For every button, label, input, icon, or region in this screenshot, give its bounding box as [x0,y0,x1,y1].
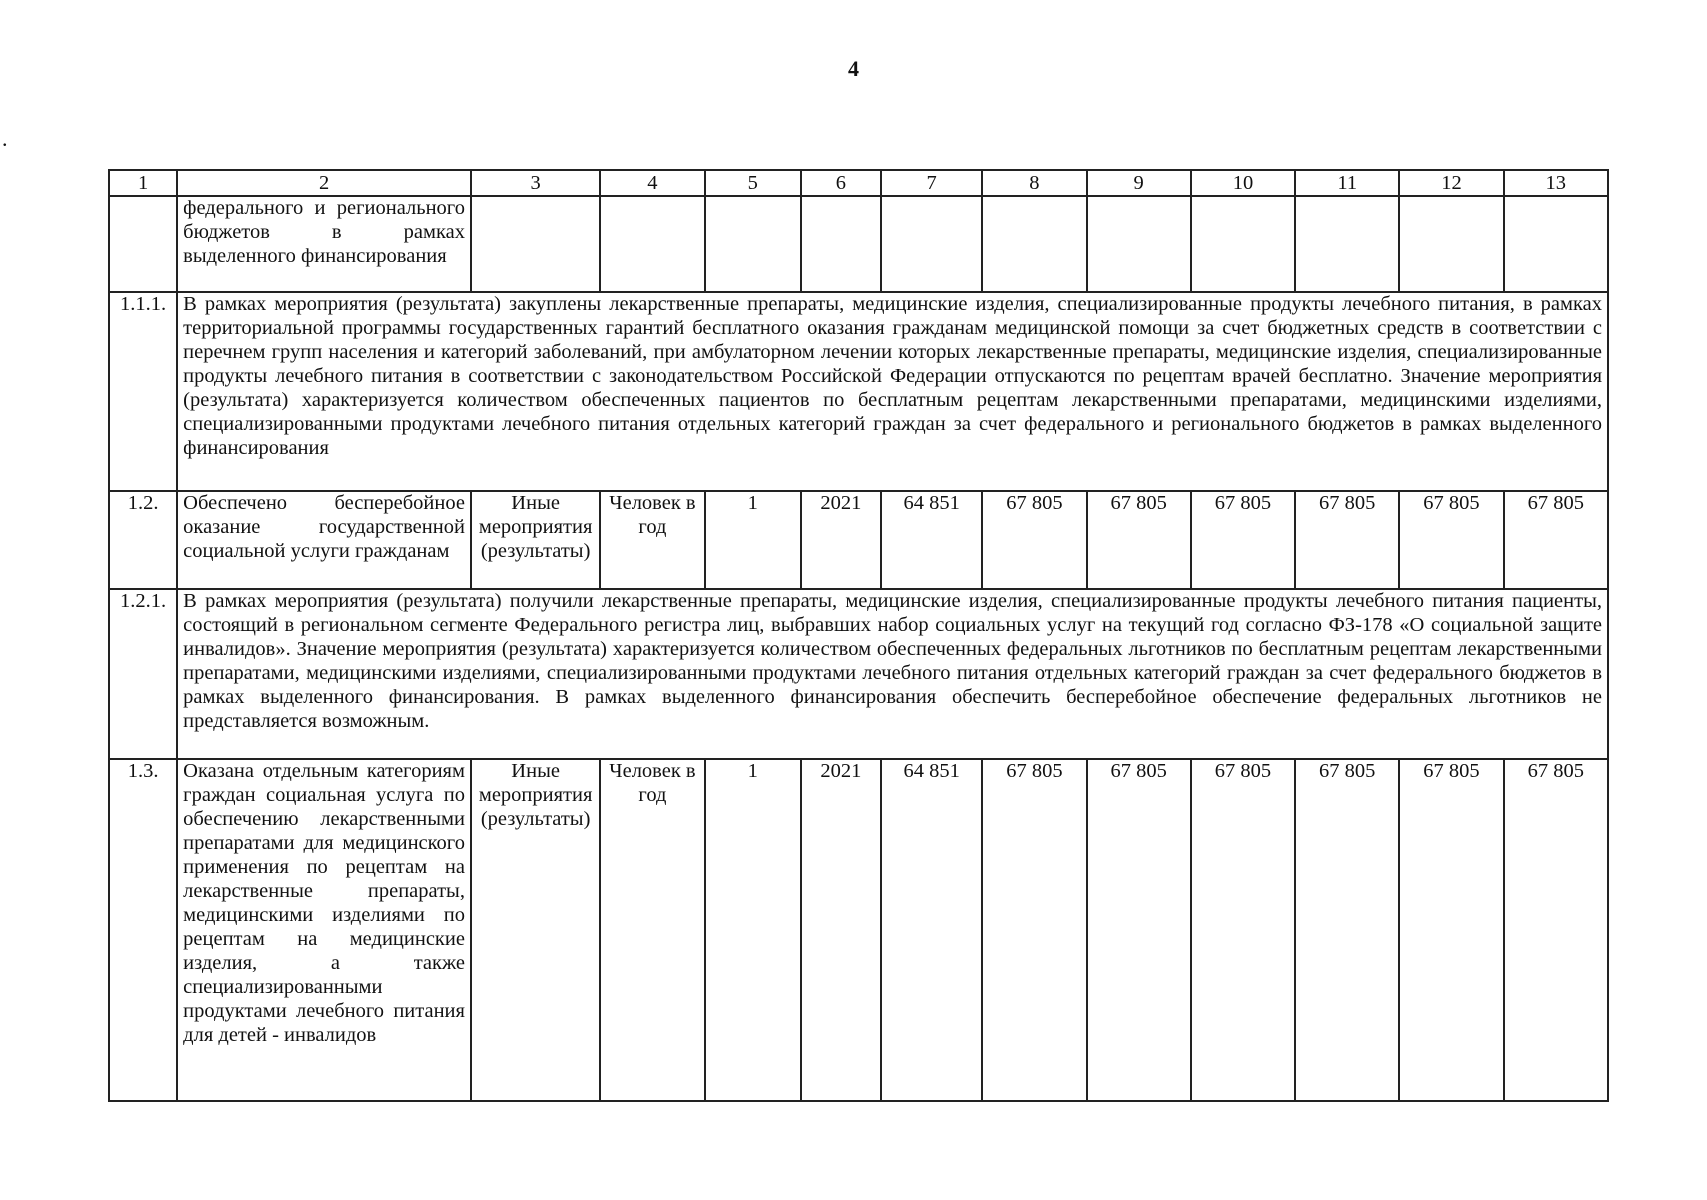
row-number: 1.3. [109,759,177,1101]
base-year: 2021 [801,491,881,589]
indicator-type: Иные мероприятия (результаты) [471,491,600,589]
row-number: 1.2. [109,491,177,589]
column-number: 6 [801,170,881,196]
column-number: 1 [109,170,177,196]
value-cell: 67 805 [1504,759,1608,1101]
value-cell: 64 851 [881,491,982,589]
empty-cell [1295,196,1399,292]
indicator-row-1-3 [109,759,1608,1101]
base-year: 2021 [801,759,881,1101]
value-cell: 1 [705,491,801,589]
section-row-1-1-1 [109,292,1608,491]
value-cell: 64 851 [881,759,982,1101]
column-number: 8 [982,170,1086,196]
value-cell: 67 805 [1295,759,1399,1101]
continuation-text: федерального и регионального бюджетов в рамках выделенного финансирования [177,196,471,292]
empty-cell [705,196,801,292]
column-number: 4 [600,170,704,196]
empty-cell [109,196,177,292]
value-cell: 67 805 [1191,759,1295,1101]
scan-mark: . [2,126,8,151]
column-number: 13 [1504,170,1608,196]
row-number: 1.2.1. [109,589,177,759]
continuation-row [109,196,1608,292]
empty-cell [982,196,1086,292]
column-number: 7 [881,170,982,196]
column-number: 2 [177,170,471,196]
empty-cell [1504,196,1608,292]
column-number: 3 [471,170,600,196]
row-number: 1.1.1. [109,292,177,491]
value-cell: 67 805 [1504,491,1608,589]
value-cell: 67 805 [1087,759,1191,1101]
column-number: 9 [1087,170,1191,196]
empty-cell [600,196,704,292]
empty-cell [881,196,982,292]
section-description: В рамках мероприятия (результата) получили лекарственные препараты, медицинские изделия, специализированные продукты лечебного питания пациенты, состоящий в региональном сегменте Федерального регистра лиц, выбравших набор социальных услуг на текущий год согласно ФЗ-178 «О социальной защите инвалидов». Значение мероприятия (результата) характеризуется количеством обеспеченных федеральных льготников по бесплатным рецептам лекарственными препаратами, медицинскими изделиями, специализированными продуктами лечебного питания отдельных категорий граждан за счет федерального бюджетов в рамках выделенного финансирования. В рамках выделенного финансирования обеспечить бесперебойное обеспечение федеральных льготников не представляется возможным. [177,589,1608,759]
value-cell: 1 [705,759,801,1101]
empty-cell [801,196,881,292]
value-cell: 67 805 [1399,491,1503,589]
column-number: 11 [1295,170,1399,196]
value-cell: 67 805 [1295,491,1399,589]
unit-of-measure: Человек в год [600,491,704,589]
column-number: 10 [1191,170,1295,196]
measures-table [108,169,1609,1102]
value-cell: 67 805 [1399,759,1503,1101]
empty-cell [1191,196,1295,292]
value-cell: 67 805 [982,759,1086,1101]
value-cell: 67 805 [982,491,1086,589]
empty-cell [471,196,600,292]
indicator-row-1-2 [109,491,1608,589]
value-cell: 67 805 [1191,491,1295,589]
column-number: 12 [1399,170,1503,196]
unit-of-measure: Человек в год [600,759,704,1101]
indicator-type: Иные мероприятия (результаты) [471,759,600,1101]
page-number: 4 [848,56,859,81]
column-number: 5 [705,170,801,196]
section-description: В рамках мероприятия (результата) закуплены лекарственные препараты, медицинские изделия, специализированные продукты лечебного питания, в рамках территориальной программы государственных гарантий бесплатного оказания гражданам медицинской помощи за счет бюджетных средств в соответствии с перечнем групп населения и категорий заболеваний, при амбулаторном лечении которых лекарственные препараты, медицинские изделия, специализированные продукты лечебного питания в соответствии с законодательством Российской Федерации отпускаются по рецептам врачей бесплатно. Значение мероприятия (результата) характеризуется количеством обеспеченных пациентов по бесплатным рецептам лекарственными препаратами, медицинскими изделиями, специализированными продуктами лечебного питания отдельных категорий граждан за счет федерального и регионального бюджетов в рамках выделенного финансирования [177,292,1608,491]
indicator-name: Оказана отдельным категориям граждан социальная услуга по обеспечению лекарственными препаратами для медицинского применения по рецептам на лекарственные препараты, медицинскими изделиями по рецептам на медицинские изделия, а также специализированными продуктами лечебного питания для детей - инвалидов [177,759,471,1101]
indicator-name: Обеспечено бесперебойное оказание государственной социальной услуги гражданам [177,491,471,589]
column-number-row [109,170,1608,196]
value-cell: 67 805 [1087,491,1191,589]
empty-cell [1087,196,1191,292]
section-row-1-2-1 [109,589,1608,759]
empty-cell [1399,196,1503,292]
